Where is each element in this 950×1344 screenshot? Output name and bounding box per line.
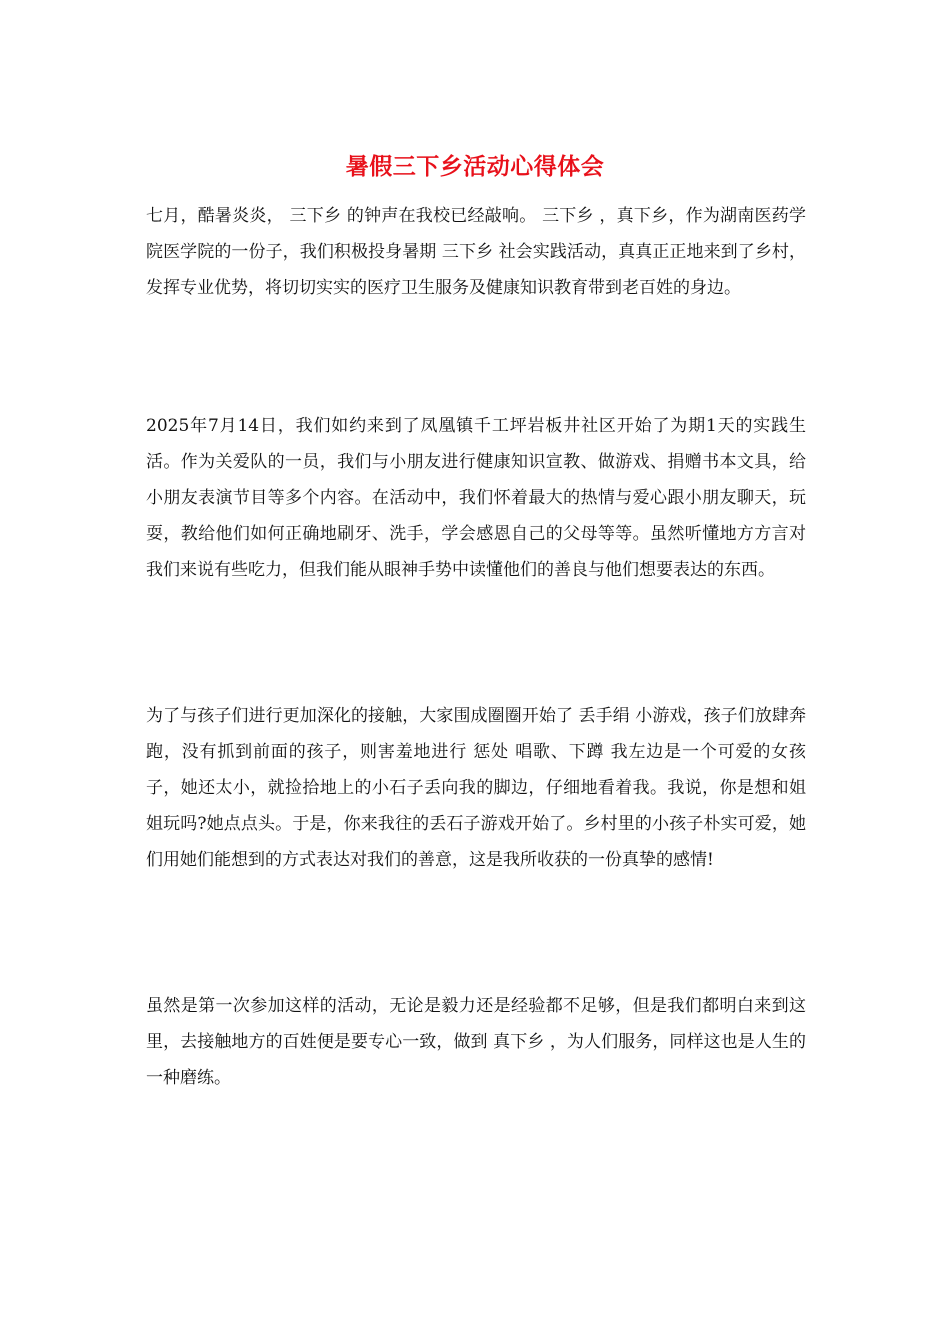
- paragraph-game: 为了与孩子们进行更加深化的接触，大家围成圈圈开始了 丢手绢 小游戏，孩子们放肆奔跑，没有抓到前面的孩子，则害羞地进行 惩处 唱歌、下蹲 我左边是一个可爱的女孩子，她还太小，就捡拾地上的小石子丢向我的脚边，仔细地看着我。我说，你是想和姐姐玩吗?她点点头。于是，你来我往的丢石子游戏开始了。乡村里的小孩子朴实可爱，她们用她们能想到的方式表达对我们的善意，这是我所收获的一份真挚的感情!: [146, 706, 806, 870]
- paragraph-activity-day: 2025年7月14日，我们如约来到了凤凰镇千工坪岩板井社区开始了为期1天的实践生活。作为关爱队的一员，我们与小朋友进行健康知识宣教、做游戏、捐赠书本文具，给小朋友表演节目等多个内容。在活动中，我们怀着最大的热情与爱心跟小朋友聊天，玩耍，教给他们如何正确地刷牙、洗手，学会感恩自己的父母等等。虽然听懂地方方言对我们来说有些吃力，但我们能从眼神手势中读懂他们的善良与他们想要表达的东西。: [146, 416, 806, 580]
- paragraph-intro: 七月，酷暑炎炎， 三下乡 的钟声在我校已经敲响。 三下乡 ，真下乡，作为湖南医药学院医学院的一份子，我们积极投身暑期 三下乡 社会实践活动，真真正正地来到了乡村，发挥专业优势，将切切实实的医疗卫生服务及健康知识教育带到老百姓的身边。: [146, 206, 806, 298]
- document-title: 暑假三下乡活动心得体会: [345, 153, 605, 180]
- paragraph-conclusion: 虽然是第一次参加这样的活动，无论是毅力还是经验都不足够，但是我们都明白来到这里，去接触地方的百姓便是要专心一致，做到 真下乡 ，为人们服务，同样这也是人生的一种磨练。: [146, 996, 806, 1088]
